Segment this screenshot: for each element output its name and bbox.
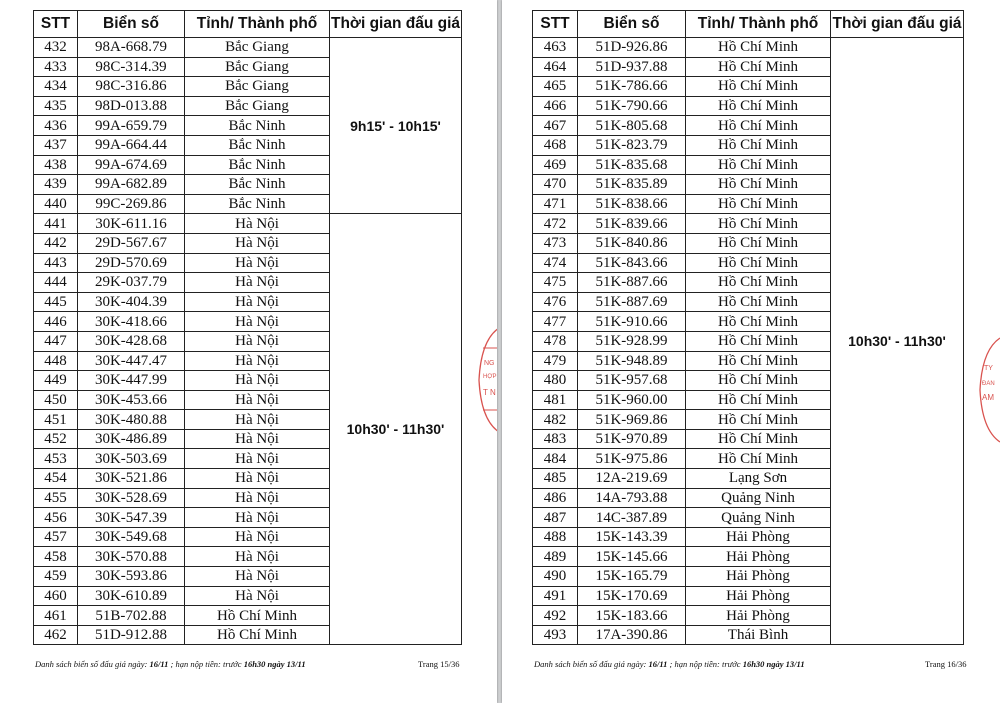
cell-stt: 492 <box>533 606 578 626</box>
cell-plate-number: 30K-486.89 <box>78 429 185 449</box>
cell-province: Hà Nội <box>185 567 330 587</box>
cell-stt: 447 <box>34 331 78 351</box>
red-seal-stamp-left <box>475 320 497 440</box>
cell-plate-number: 30K-611.16 <box>78 214 185 234</box>
cell-plate-number: 51K-928.99 <box>578 331 686 351</box>
cell-plate-number: 30K-447.47 <box>78 351 185 371</box>
cell-stt: 437 <box>34 135 78 155</box>
cell-province: Bắc Ninh <box>185 135 330 155</box>
cell-plate-number: 15K-170.69 <box>578 586 686 606</box>
cell-auction-time: 10h30' - 11h30' <box>831 38 964 645</box>
svg-text:NG: NG <box>484 360 495 367</box>
cell-province: Hà Nội <box>185 292 330 312</box>
cell-province: Hồ Chí Minh <box>686 273 831 293</box>
header-province: Tỉnh/ Thành phố <box>185 11 330 38</box>
cell-stt: 462 <box>34 625 78 645</box>
document-page-15 <box>0 0 497 703</box>
cell-plate-number: 51K-887.66 <box>578 273 686 293</box>
footer-date: 16/11 <box>149 659 169 669</box>
cell-province: Hà Nội <box>185 527 330 547</box>
footer-mid: ; hạn nộp tiền: trước <box>667 659 743 669</box>
cell-plate-number: 99A-664.44 <box>78 135 185 155</box>
cell-province: Hà Nội <box>185 449 330 469</box>
cell-stt: 440 <box>34 194 78 214</box>
cell-plate-number: 51K-960.00 <box>578 390 686 410</box>
footer-prefix: Danh sách biển số đấu giá ngày: <box>35 659 150 669</box>
cell-stt: 442 <box>34 233 78 253</box>
cell-plate-number: 30K-418.66 <box>78 312 185 332</box>
footer-deadline: 16h30 ngày 13/11 <box>243 659 306 669</box>
cell-province: Hồ Chí Minh <box>686 429 831 449</box>
header-stt: STT <box>533 11 578 38</box>
cell-stt: 464 <box>533 57 578 77</box>
cell-stt: 488 <box>533 527 578 547</box>
cell-plate-number: 30K-404.39 <box>78 292 185 312</box>
cell-plate-number: 51K-835.89 <box>578 175 686 195</box>
cell-plate-number: 30K-593.86 <box>78 567 185 587</box>
cell-stt: 439 <box>34 175 78 195</box>
cell-province: Hải Phòng <box>686 586 831 606</box>
cell-province: Hồ Chí Minh <box>686 214 831 234</box>
cell-province: Hồ Chí Minh <box>686 116 831 136</box>
cell-stt: 456 <box>34 508 78 528</box>
cell-plate-number: 51K-805.68 <box>578 116 686 136</box>
cell-plate-number: 98A-668.79 <box>78 38 185 58</box>
svg-text:AM: AM <box>982 393 994 402</box>
header-auction-time: Thời gian đấu giá <box>831 11 964 38</box>
cell-plate-number: 29D-567.67 <box>78 233 185 253</box>
cell-province: Hà Nội <box>185 508 330 528</box>
table-row <box>34 214 462 234</box>
cell-stt: 448 <box>34 351 78 371</box>
cell-province: Hồ Chí Minh <box>686 77 831 97</box>
cell-province: Hồ Chí Minh <box>686 38 831 58</box>
cell-plate-number: 99A-659.79 <box>78 116 185 136</box>
cell-stt: 446 <box>34 312 78 332</box>
cell-stt: 451 <box>34 410 78 430</box>
cell-province: Hồ Chí Minh <box>686 253 831 273</box>
cell-plate-number: 30K-453.66 <box>78 390 185 410</box>
cell-plate-number: 51K-786.66 <box>578 77 686 97</box>
cell-stt: 475 <box>533 273 578 293</box>
cell-plate-number: 30K-428.68 <box>78 331 185 351</box>
cell-stt: 450 <box>34 390 78 410</box>
cell-stt: 471 <box>533 194 578 214</box>
cell-province: Hà Nội <box>185 586 330 606</box>
cell-stt: 438 <box>34 155 78 175</box>
cell-province: Hà Nội <box>185 331 330 351</box>
cell-stt: 484 <box>533 449 578 469</box>
cell-province: Hà Nội <box>185 273 330 293</box>
cell-plate-number: 51B-702.88 <box>78 606 185 626</box>
cell-plate-number: 30K-547.39 <box>78 508 185 528</box>
cell-province: Hà Nội <box>185 214 330 234</box>
cell-stt: 486 <box>533 488 578 508</box>
cell-plate-number: 30K-549.68 <box>78 527 185 547</box>
cell-province: Quảng Ninh <box>686 508 831 528</box>
cell-plate-number: 51D-912.88 <box>78 625 185 645</box>
cell-stt: 445 <box>34 292 78 312</box>
table-header-row <box>34 11 462 38</box>
cell-plate-number: 51D-937.88 <box>578 57 686 77</box>
cell-stt: 493 <box>533 625 578 645</box>
cell-stt: 491 <box>533 586 578 606</box>
cell-province: Bắc Ninh <box>185 116 330 136</box>
cell-province: Hà Nội <box>185 390 330 410</box>
cell-province: Hồ Chí Minh <box>686 371 831 391</box>
cell-plate-number: 15K-165.79 <box>578 567 686 587</box>
cell-plate-number: 51K-887.69 <box>578 292 686 312</box>
cell-stt: 481 <box>533 390 578 410</box>
cell-stt: 472 <box>533 214 578 234</box>
cell-plate-number: 12A-219.69 <box>578 469 686 489</box>
cell-province: Bắc Giang <box>185 77 330 97</box>
cell-stt: 444 <box>34 273 78 293</box>
cell-province: Hồ Chí Minh <box>185 606 330 626</box>
cell-plate-number: 51K-835.68 <box>578 155 686 175</box>
page-footer-note <box>534 659 805 669</box>
footer-deadline: 16h30 ngày 13/11 <box>742 659 805 669</box>
cell-province: Hồ Chí Minh <box>686 390 831 410</box>
cell-province: Hà Nội <box>185 371 330 391</box>
page-number: Trang 15/36 <box>418 659 460 669</box>
plate-auction-table <box>532 10 964 645</box>
cell-province: Hồ Chí Minh <box>686 351 831 371</box>
cell-auction-time: 10h30' - 11h30' <box>330 214 462 645</box>
cell-province: Hồ Chí Minh <box>686 135 831 155</box>
cell-province: Hồ Chí Minh <box>686 57 831 77</box>
cell-plate-number: 15K-183.66 <box>578 606 686 626</box>
cell-stt: 441 <box>34 214 78 234</box>
cell-stt: 453 <box>34 449 78 469</box>
cell-plate-number: 15K-145.66 <box>578 547 686 567</box>
cell-stt: 479 <box>533 351 578 371</box>
cell-plate-number: 51K-838.66 <box>578 194 686 214</box>
cell-plate-number: 30K-503.69 <box>78 449 185 469</box>
cell-stt: 477 <box>533 312 578 332</box>
cell-plate-number: 51K-969.86 <box>578 410 686 430</box>
cell-plate-number: 51K-970.89 <box>578 429 686 449</box>
footer-mid: ; hạn nộp tiền: trước <box>168 659 244 669</box>
cell-province: Hồ Chí Minh <box>686 312 831 332</box>
cell-province: Thái Bình <box>686 625 831 645</box>
cell-plate-number: 51K-839.66 <box>578 214 686 234</box>
cell-auction-time: 9h15' - 10h15' <box>330 38 462 214</box>
cell-plate-number: 51K-948.89 <box>578 351 686 371</box>
cell-stt: 482 <box>533 410 578 430</box>
red-seal-stamp-right <box>976 330 1000 450</box>
header-auction-time: Thời gian đấu giá <box>330 11 462 38</box>
header-plate: Biển số <box>78 11 185 38</box>
cell-stt: 490 <box>533 567 578 587</box>
cell-plate-number: 14C-387.89 <box>578 508 686 528</box>
cell-province: Bắc Ninh <box>185 194 330 214</box>
table-row <box>34 38 462 58</box>
cell-stt: 466 <box>533 96 578 116</box>
svg-text:TY: TY <box>984 365 993 372</box>
cell-plate-number: 51K-975.86 <box>578 449 686 469</box>
cell-stt: 489 <box>533 547 578 567</box>
cell-plate-number: 30K-521.86 <box>78 469 185 489</box>
cell-province: Hà Nội <box>185 488 330 508</box>
cell-stt: 457 <box>34 527 78 547</box>
cell-stt: 434 <box>34 77 78 97</box>
cell-stt: 473 <box>533 233 578 253</box>
cell-plate-number: 14A-793.88 <box>578 488 686 508</box>
cell-stt: 487 <box>533 508 578 528</box>
plate-auction-table <box>33 10 462 645</box>
cell-stt: 470 <box>533 175 578 195</box>
header-plate: Biển số <box>578 11 686 38</box>
cell-plate-number: 30K-570.88 <box>78 547 185 567</box>
cell-stt: 454 <box>34 469 78 489</box>
cell-plate-number: 98C-314.39 <box>78 57 185 77</box>
header-stt: STT <box>34 11 78 38</box>
cell-province: Quảng Ninh <box>686 488 831 508</box>
cell-stt: 436 <box>34 116 78 136</box>
cell-plate-number: 51K-843.66 <box>578 253 686 273</box>
cell-plate-number: 30K-447.99 <box>78 371 185 391</box>
page-number: Trang 16/36 <box>925 659 967 669</box>
cell-plate-number: 51K-957.68 <box>578 371 686 391</box>
cell-stt: 463 <box>533 38 578 58</box>
cell-province: Hà Nội <box>185 547 330 567</box>
cell-province: Hải Phòng <box>686 606 831 626</box>
cell-plate-number: 30K-480.88 <box>78 410 185 430</box>
cell-stt: 432 <box>34 38 78 58</box>
cell-plate-number: 51K-823.79 <box>578 135 686 155</box>
cell-province: Bắc Ninh <box>185 155 330 175</box>
cell-plate-number: 98C-316.86 <box>78 77 185 97</box>
cell-province: Hồ Chí Minh <box>686 194 831 214</box>
cell-province: Bắc Giang <box>185 96 330 116</box>
cell-stt: 458 <box>34 547 78 567</box>
cell-plate-number: 30K-528.69 <box>78 488 185 508</box>
cell-stt: 467 <box>533 116 578 136</box>
cell-plate-number: 99A-674.69 <box>78 155 185 175</box>
cell-province: Hà Nội <box>185 469 330 489</box>
page-footer-note <box>35 659 306 669</box>
svg-text:HỢP: HỢP <box>483 374 497 380</box>
cell-stt: 480 <box>533 371 578 391</box>
footer-date: 16/11 <box>648 659 668 669</box>
cell-stt: 469 <box>533 155 578 175</box>
cell-plate-number: 51K-910.66 <box>578 312 686 332</box>
cell-plate-number: 99A-682.89 <box>78 175 185 195</box>
cell-province: Hà Nội <box>185 429 330 449</box>
cell-plate-number: 15K-143.39 <box>578 527 686 547</box>
cell-province: Hồ Chí Minh <box>686 155 831 175</box>
cell-stt: 433 <box>34 57 78 77</box>
cell-plate-number: 17A-390.86 <box>578 625 686 645</box>
cell-province: Lạng Sơn <box>686 469 831 489</box>
cell-plate-number: 51D-926.86 <box>578 38 686 58</box>
cell-stt: 455 <box>34 488 78 508</box>
cell-province: Hồ Chí Minh <box>686 292 831 312</box>
cell-plate-number: 51K-790.66 <box>578 96 686 116</box>
cell-stt: 483 <box>533 429 578 449</box>
cell-province: Hải Phòng <box>686 547 831 567</box>
table-header-row <box>533 11 964 38</box>
cell-plate-number: 51K-840.86 <box>578 233 686 253</box>
cell-stt: 452 <box>34 429 78 449</box>
cell-province: Hồ Chí Minh <box>686 175 831 195</box>
cell-province: Bắc Giang <box>185 57 330 77</box>
cell-stt: 485 <box>533 469 578 489</box>
cell-stt: 465 <box>533 77 578 97</box>
cell-stt: 476 <box>533 292 578 312</box>
cell-plate-number: 30K-610.89 <box>78 586 185 606</box>
cell-province: Hà Nội <box>185 410 330 430</box>
cell-province: Hồ Chí Minh <box>686 331 831 351</box>
cell-plate-number: 29K-037.79 <box>78 273 185 293</box>
cell-stt: 474 <box>533 253 578 273</box>
cell-stt: 461 <box>34 606 78 626</box>
header-province: Tỉnh/ Thành phố <box>686 11 831 38</box>
cell-province: Bắc Giang <box>185 38 330 58</box>
table-row <box>533 38 964 58</box>
cell-province: Hồ Chí Minh <box>686 410 831 430</box>
document-page-16 <box>502 0 1000 703</box>
cell-province: Bắc Ninh <box>185 175 330 195</box>
cell-stt: 443 <box>34 253 78 273</box>
cell-plate-number: 98D-013.88 <box>78 96 185 116</box>
cell-province: Hải Phòng <box>686 567 831 587</box>
svg-text:ĐAN: ĐAN <box>982 381 995 387</box>
cell-province: Hồ Chí Minh <box>686 233 831 253</box>
cell-province: Hà Nội <box>185 233 330 253</box>
cell-province: Hà Nội <box>185 253 330 273</box>
cell-province: Hải Phòng <box>686 527 831 547</box>
footer-prefix: Danh sách biển số đấu giá ngày: <box>534 659 649 669</box>
cell-stt: 468 <box>533 135 578 155</box>
cell-province: Hà Nội <box>185 351 330 371</box>
cell-province: Hồ Chí Minh <box>686 96 831 116</box>
cell-province: Hồ Chí Minh <box>686 449 831 469</box>
cell-stt: 459 <box>34 567 78 587</box>
cell-stt: 478 <box>533 331 578 351</box>
svg-text:T N: T N <box>483 388 496 397</box>
cell-plate-number: 29D-570.69 <box>78 253 185 273</box>
cell-plate-number: 99C-269.86 <box>78 194 185 214</box>
cell-province: Hồ Chí Minh <box>185 625 330 645</box>
cell-stt: 460 <box>34 586 78 606</box>
cell-stt: 435 <box>34 96 78 116</box>
cell-stt: 449 <box>34 371 78 391</box>
cell-province: Hà Nội <box>185 312 330 332</box>
